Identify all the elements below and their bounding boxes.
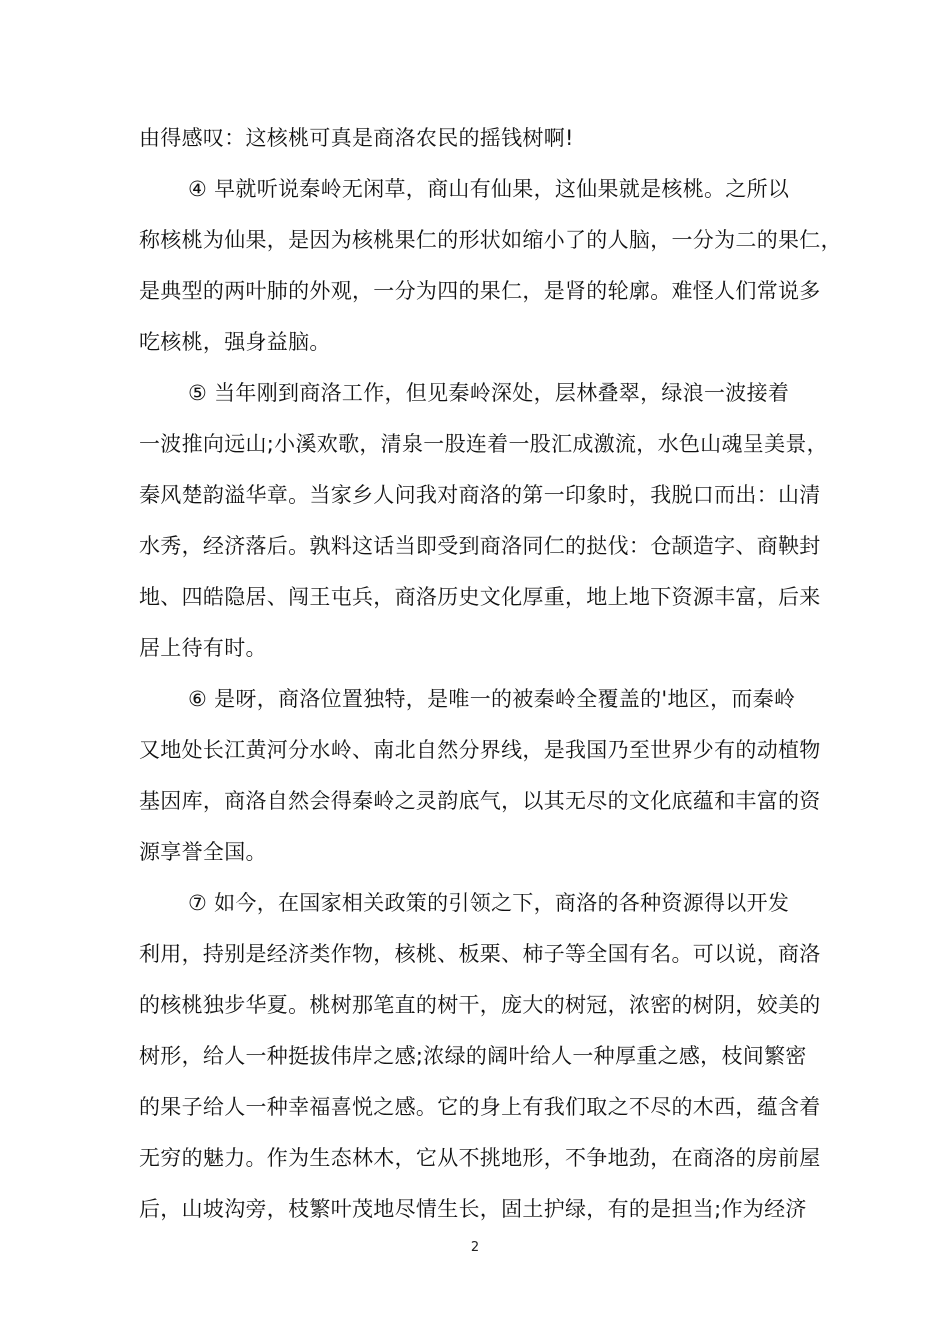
text-line: 一波推向远山;小溪欢歌，清泉一股连着一股汇成激流，水色山魂呈美景， xyxy=(139,432,828,456)
text-line: 居上待有时。 xyxy=(139,636,267,660)
text-line: 又地处长江黄河分水岭、南北自然分界线，是我国乃至世界少有的动植物 xyxy=(139,738,821,762)
text-line: 由得感叹：这核桃可真是商洛农民的摇钱树啊! xyxy=(139,126,574,150)
text-line: 源享誉全国。 xyxy=(139,840,267,864)
text-line: 地、四皓隐居、闯王屯兵，商洛历史文化厚重，地上地下资源丰富，后来 xyxy=(139,585,821,609)
text-line: 的果子给人一种幸福喜悦之感。它的身上有我们取之不尽的木西，蕴含着 xyxy=(139,1095,821,1119)
paragraph-7-first-line: ⑦ 如今，在国家相关政策的引领之下，商洛的各种资源得以开发 xyxy=(188,891,790,915)
text-line: 水秀，经济落后。孰料这话当即受到商洛同仁的挞伐：仓颉造字、商鞅封 xyxy=(139,534,821,558)
text-line: 后，山坡沟旁，枝繁叶茂地尽情生长，固土护绿，有的是担当;作为经济 xyxy=(139,1197,807,1221)
paragraph-4-first-line: ④ 早就听说秦岭无闲草，商山有仙果，这仙果就是核桃。之所以 xyxy=(188,177,790,201)
paragraph-5-first-line: ⑤ 当年刚到商洛工作，但见秦岭深处，层林叠翠，绿浪一波接着 xyxy=(188,381,790,405)
text-line: 吃核桃，强身益脑。 xyxy=(139,330,331,354)
text-line: 无穷的魅力。作为生态林木，它从不挑地形，不争地劲，在商洛的房前屋 xyxy=(139,1146,821,1170)
text-line: 秦风楚韵溢华章。当家乡人问我对商洛的第一印象时，我脱口而出：山清 xyxy=(139,483,821,507)
text-line: 基因库，商洛自然会得秦岭之灵韵底气，以其无尽的文化底蕴和丰富的资 xyxy=(139,789,821,813)
text-line: 树形，给人一种挺拔伟岸之感;浓绿的阔叶给人一种厚重之感，枝间繁密 xyxy=(139,1044,807,1068)
paragraph-6-first-line: ⑥ 是呀，商洛位置独特，是唯一的被秦岭全覆盖的'地区，而秦岭 xyxy=(188,687,796,711)
page-number: 2 xyxy=(470,1240,480,1255)
text-line: 的核桃独步华夏。桃树那笔直的树干，庞大的树冠，浓密的树阴，姣美的 xyxy=(139,993,821,1017)
text-line: 利用，持别是经济类作物，核桃、板栗、柿子等全国有名。可以说，商洛 xyxy=(139,942,821,966)
text-line: 称核桃为仙果，是因为核桃果仁的形状如缩小了的人脑，一分为二的果仁， xyxy=(139,228,842,252)
text-line: 是典型的两叶肺的外观，一分为四的果仁，是肾的轮廓。难怪人们常说多 xyxy=(139,279,821,303)
